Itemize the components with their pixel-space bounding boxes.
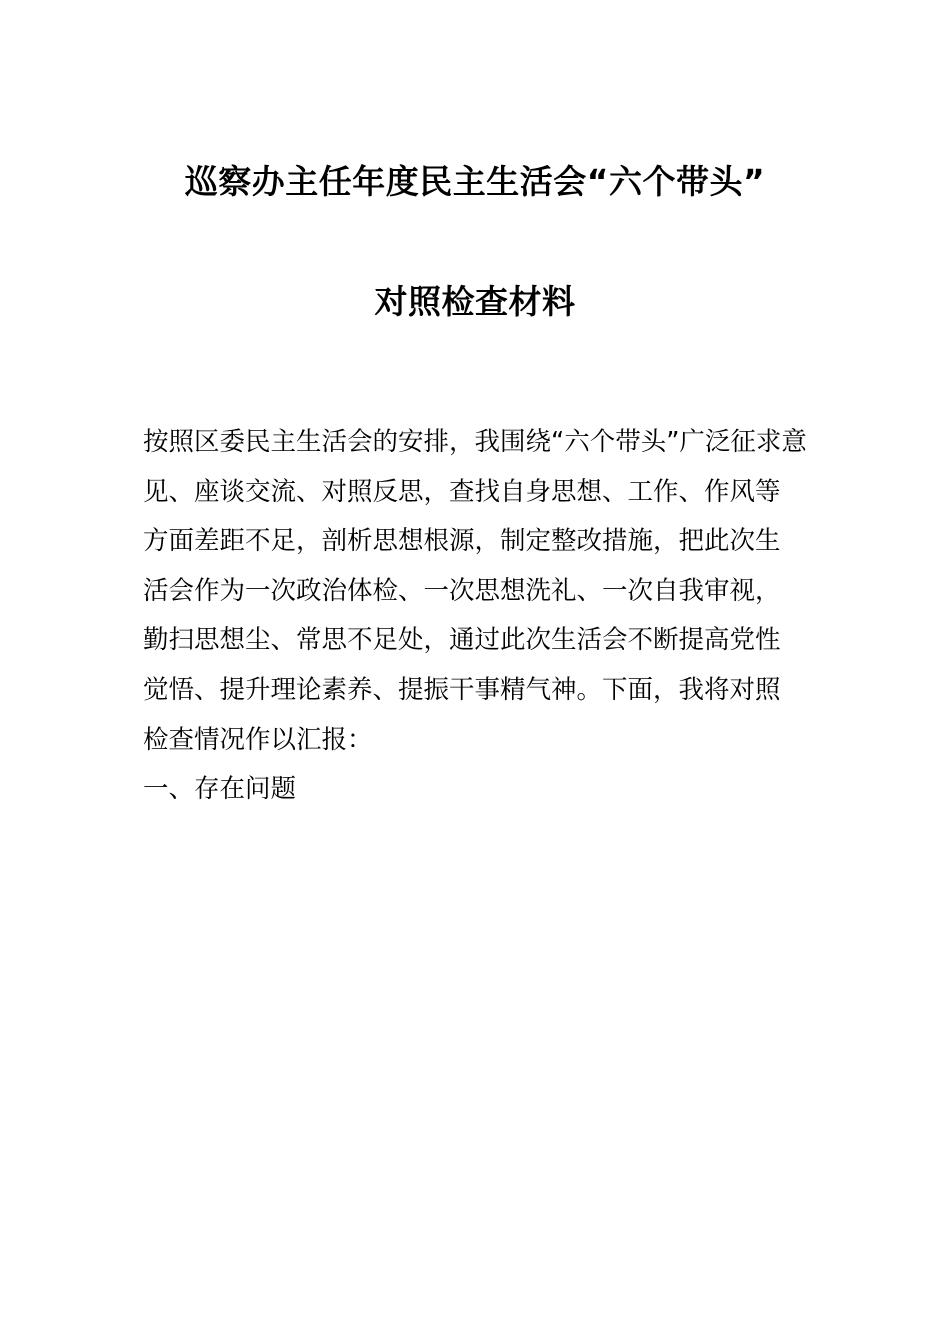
body-line: 活会作为一次政治体检、一次思想洗礼、一次自我审视， [143,575,781,606]
document-title-line-1: 巡察办主任年度民主生活会“六个带头” [184,162,766,201]
document-title-line-2: 对照检查材料 [374,282,576,321]
body-line: 按照区委民主生活会的安排，我围绕“六个带头”广泛征求意 [143,427,807,457]
body-line: 勤扫思想尘、常思不足处，通过此次生活会不断提高党性 [143,625,781,656]
body-line: 见、座谈交流、对照反思，查找自身思想、工作、作风等 [143,476,781,507]
document-body [143,418,813,815]
body-line: 方面差距不足，剖析思想根源，制定整改措施，把此次生 [143,526,781,557]
body-line: 检查情况作以汇报： [143,724,373,755]
body-line: 觉悟、提升理论素养、提振干事精气神。下面，我将对照 [143,674,781,705]
section-heading: 一、存在问题 [143,774,297,805]
